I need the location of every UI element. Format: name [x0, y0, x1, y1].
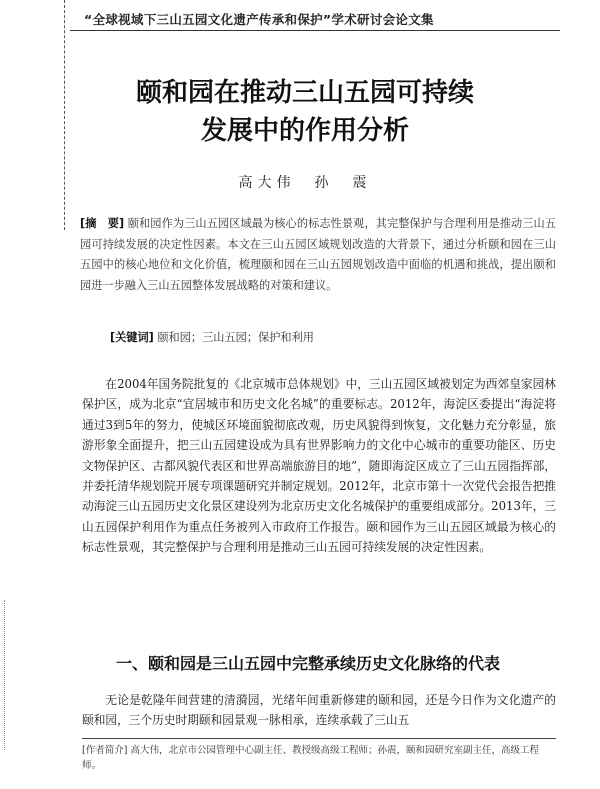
running-head: “全球视域下三山五园文化遗产传承和保护”学术研讨会论文集: [84, 12, 434, 27]
footnote-text: 高大伟，北京市公园管理中心副主任、教授级高级工程师；孙震，颐和园研究室副主任，高级工程师。: [82, 745, 539, 771]
scan-margin-line: [64, 0, 65, 230]
header-rule: [70, 30, 560, 31]
footnote-rule: [82, 738, 556, 739]
keywords-label: [关键词]: [110, 331, 154, 344]
footnote: [82, 743, 556, 773]
abstract-text: 颐和园作为三山五园区域最为核心的标志性景观，其完整保护与合理利用是推动三山五园可持续发展的决定性因素。本文在三山五园区域规划改造的大背景下，通过分析颐和园在三山五园中的核心地位和文化价值，梳理颐和园在三山五园规划改造中面临的机遇和挑战，提出颐和园进一步融入三山五园整体发展战略的对策和建议。: [80, 217, 556, 292]
title-line-1: 颐和园在推动三山五园可持续: [135, 78, 474, 108]
paper-title: [70, 74, 540, 150]
authors: 高大伟 孙 震: [238, 175, 372, 191]
section-heading: 一、颐和园是三山五园中完整承续历史文化脉络的代表: [116, 654, 501, 673]
keywords-text: 颐和园；三山五园；保护和利用: [157, 331, 314, 344]
section-paragraph: 无论是乾隆年间营建的清漪园，光绪年间重新修建的颐和园，还是今日作为文化遗产的颐和园，三个历史时期颐和园景观一脉相承，连续承载了三山五: [82, 693, 556, 728]
keywords: [110, 328, 550, 348]
body-paragraph: 在2004年国务院批复的《北京城市总体规划》中，三山五园区域被划定为西郊皇家园林保护区，成为北京“宜居城市和历史文化名城”的重要标志。2012年，海淀区委提出“海淀将通过3到5年的努力，使城区环境面貌彻底改观，历史风貌得到恢复，文化魅力充分彰显，旅游形象全面提升，把三山五园建设成为具有世界影响力的文化中心城市的重要功能区、历史文物保护区、古都风貌代表区和世界高端旅游目的地”，随即海淀区成立了三山五园指挥部，并委托清华规划院开展专项课题研究并制定规划。2012年，北京市第十一次党代会报告把推动海淀三山五园历史文化景区建设列为北京历史文化名城保护的重要组成部分。2013年，三山五园保护利用作为重点任务被列入市政府工作报告。颐和园作为三山五园区域最为核心的标志性景观，其完整保护与合理利用是推动三山五园可持续发展的决定性因素。: [82, 377, 556, 555]
scan-artifact: [4, 600, 17, 750]
abstract-label: [摘 要]: [80, 217, 125, 230]
title-line-2: 发展中的作用分析: [200, 116, 409, 146]
footnote-label: [作者简介]: [82, 745, 128, 756]
abstract: [80, 214, 556, 296]
